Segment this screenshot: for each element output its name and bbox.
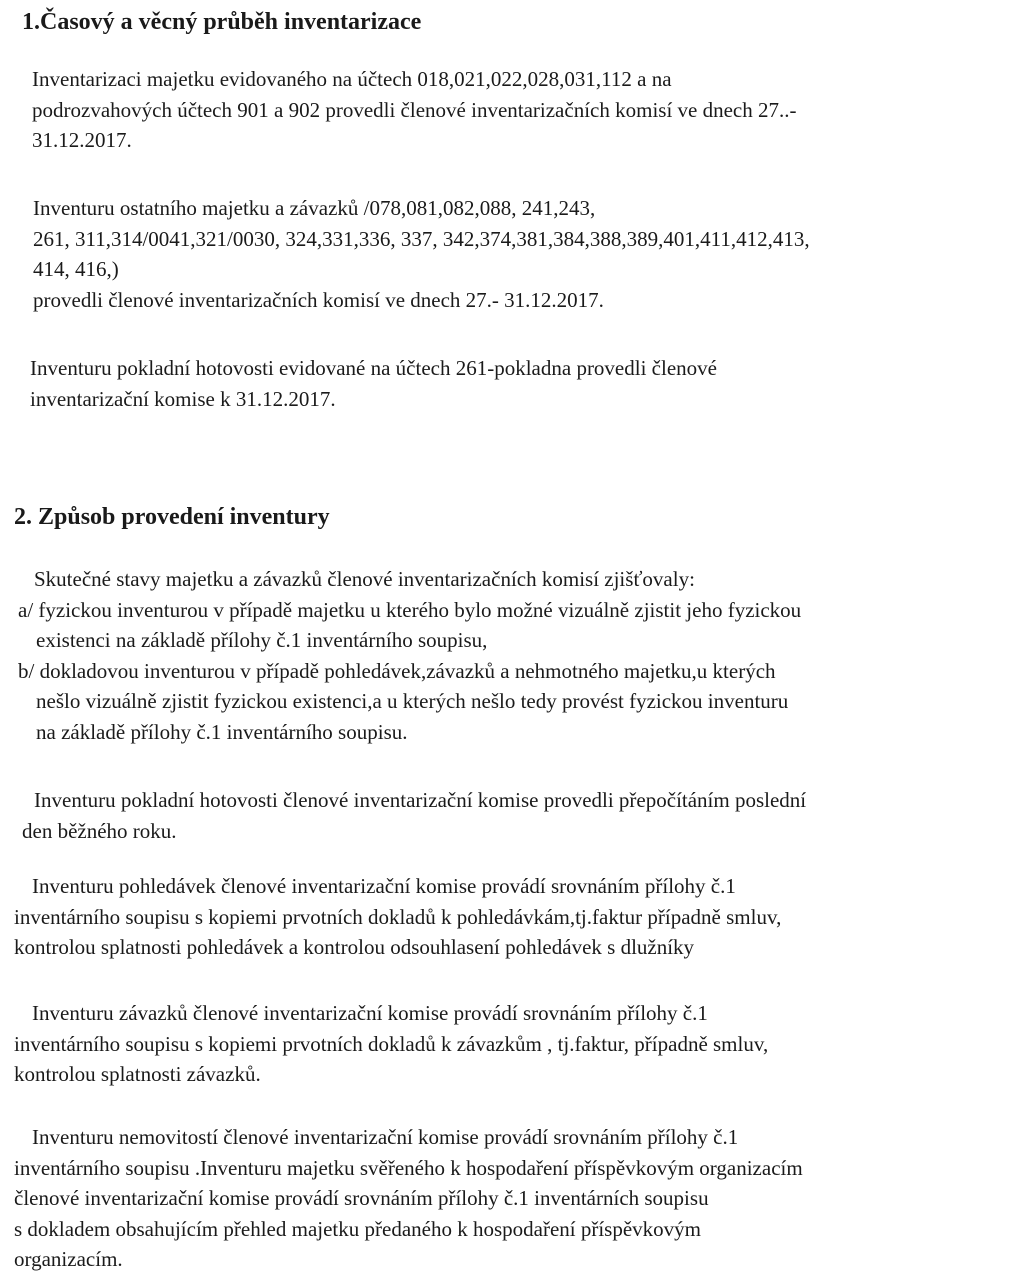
text-line: Inventuru pohledávek členové inventarizační komise provádí srovnáním přílohy č.1 [32, 874, 736, 898]
section1-heading: 1.Časový a věcný průběh inventarizace [22, 9, 422, 35]
section1-paragraph-cash [30, 353, 717, 414]
text-line: 261, 311,314/0041,321/0030, 324,331,336, 337, 342,374,381,384,388,389,401,411,412,413, [33, 226, 810, 251]
section2-method-list [18, 564, 801, 747]
text-line: den běžného roku. [22, 818, 177, 843]
section2-paragraph-receivables [14, 871, 781, 963]
method-item-b: b/ dokladovou inventurou v případě pohledávek,závazků a nehmotného majetku,u kterých [18, 658, 776, 683]
text-line: 31.12.2017. [32, 128, 132, 152]
text-line: podrozvahových účtech 901 a 902 provedli členové inventarizačních komisí ve dnech 27..- [32, 97, 797, 122]
text-line: s dokladem obsahujícím přehled majetku předaného k hospodaření příspěvkovým [14, 1216, 702, 1241]
text-line: inventárního soupisu .Inventuru majetku svěřeného k hospodaření příspěvkovým organizacím [14, 1155, 803, 1180]
section1-paragraph-accounts [32, 64, 797, 156]
method-item-a-continuation: existenci na základě přílohy č.1 inventárního soupisu, [36, 628, 488, 652]
section1-paragraph-other-assets [33, 193, 810, 315]
text-line: Inventuru nemovitostí členové inventarizační komise provádí srovnáním přílohy č.1 [32, 1125, 739, 1149]
method-item-b-continuation: na základě přílohy č.1 inventárního soupisu. [36, 719, 408, 744]
text-line: kontrolou splatnosti závazků. [14, 1062, 261, 1086]
text-line: 414, 416,) [33, 257, 119, 281]
text-line: členové inventarizační komise provádí srovnáním přílohy č.1 inventárních soupisu [14, 1186, 709, 1210]
section2-paragraph-property [14, 1122, 803, 1275]
text-line: kontrolou splatnosti pohledávek a kontrolou odsouhlasení pohledávek s dlužníky [14, 935, 695, 959]
text-line: provedli členové inventarizačních komisí ve dnech 27.- 31.12.2017. [33, 287, 604, 312]
text-line: inventárního soupisu s kopiemi prvotních dokladů k závazkům , tj.faktur, případně smluv, [14, 1031, 769, 1056]
text-line: inventárního soupisu s kopiemi prvotních dokladů k pohledávkám,tj.faktur případně smluv, [14, 904, 782, 929]
section2-paragraph-liabilities [14, 998, 768, 1090]
section2-paragraph-cash [22, 785, 806, 846]
text-line: Inventuru pokladní hotovosti členové inventarizační komise provedli přepočítáním poslední [34, 788, 807, 812]
method-item-b-continuation: nešlo vizuálně zjistit fyzickou existenci,a u kterých nešlo tedy provést fyzickou inventuru [36, 689, 789, 713]
method-item-a: a/ fyzickou inventurou v případě majetku u kterého bylo možné vizuálně zjistit jeho fyzickou [18, 597, 802, 622]
text-line: Inventuru pokladní hotovosti evidované na účtech 261-pokladna provedli členové [30, 356, 717, 380]
section2-heading: 2. Způsob provedení inventury [14, 504, 330, 530]
method-intro: Skutečné stavy majetku a závazků členové inventarizačních komisí zjišťovaly: [34, 567, 695, 591]
text-line: Inventuru závazků členové inventarizační komise provádí srovnáním přílohy č.1 [32, 1001, 708, 1025]
text-line: inventarizační komise k 31.12.2017. [30, 386, 336, 411]
text-line: organizacím. [14, 1247, 123, 1271]
text-line: Inventarizaci majetku evidovaného na účtech 018,021,022,028,031,112 a na [32, 67, 672, 91]
text-line: Inventuru ostatního majetku a závazků /078,081,082,088, 241,243, [33, 196, 596, 220]
